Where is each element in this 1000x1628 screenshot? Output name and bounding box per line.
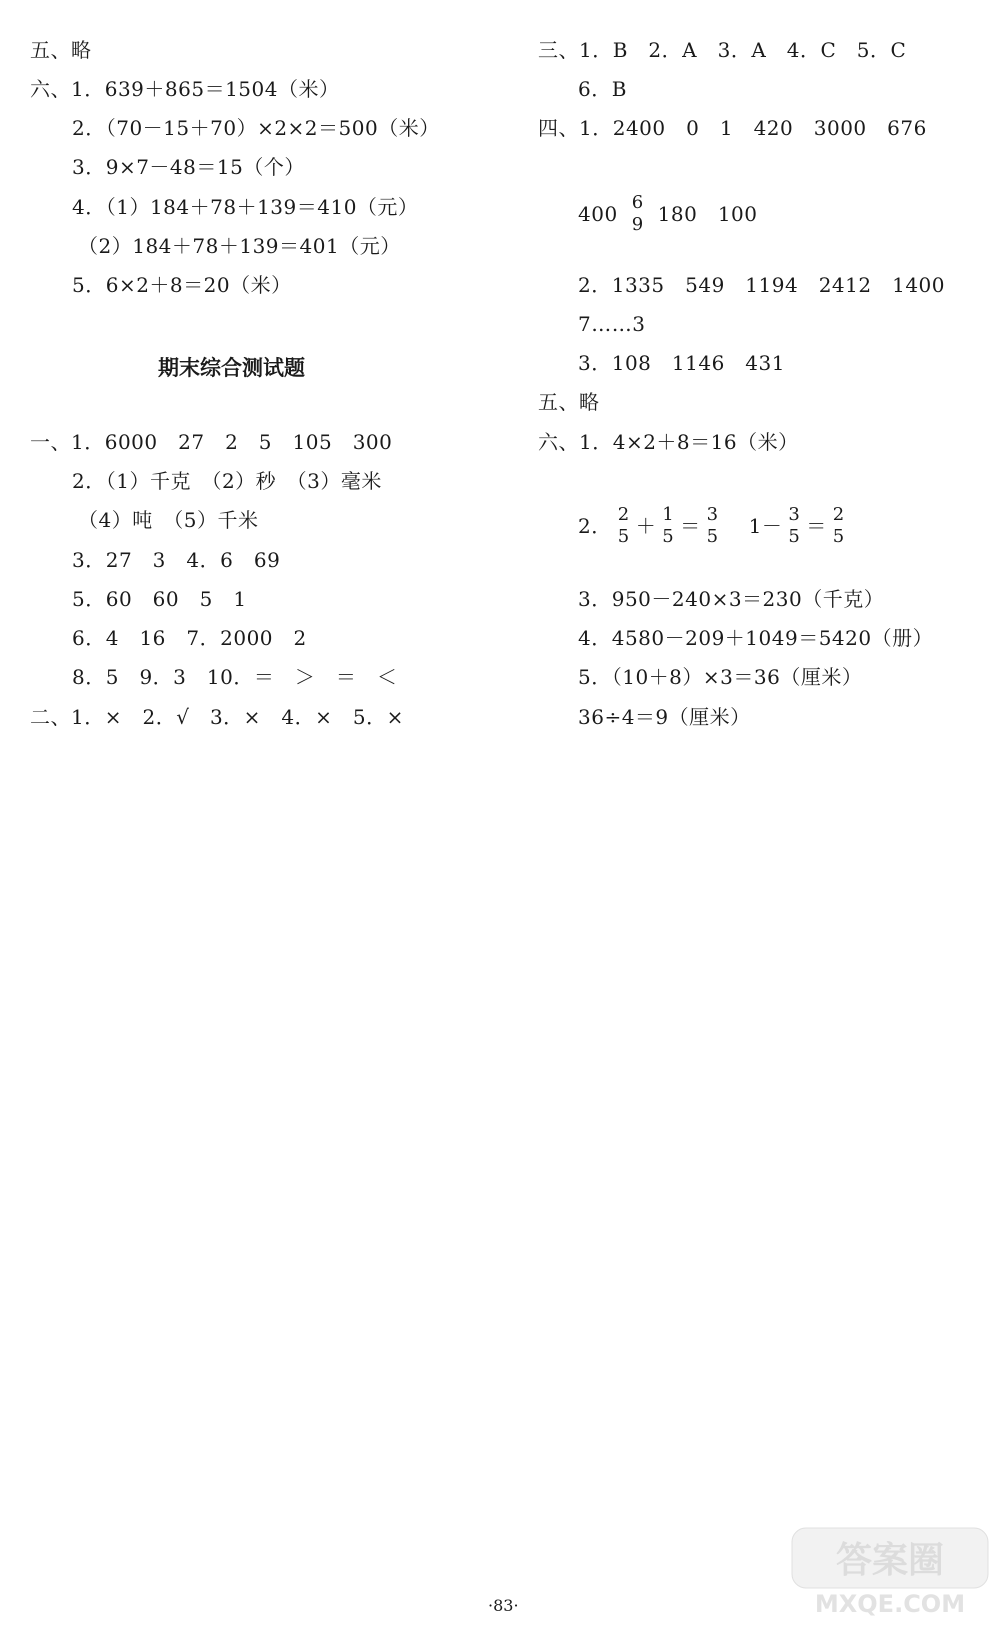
- fraction-2-5-b: [833, 504, 845, 548]
- item-label: 2．: [578, 514, 612, 538]
- right-line-14: 36÷4＝9（厘米）: [578, 705, 751, 729]
- fraction-1-5: [662, 504, 674, 548]
- right-line-13: 5．（10＋8）×3＝36（厘米）: [578, 665, 863, 689]
- right-line-8: 五、略: [538, 390, 600, 414]
- watermark-top: 答案圈: [835, 1540, 945, 1581]
- section-title: 期末综合测试题: [158, 356, 305, 380]
- right-line-2: 6．B: [578, 77, 627, 101]
- fraction-numerator: 2: [617, 504, 630, 525]
- answer-400: 400: [578, 202, 618, 226]
- fraction-3-5-b: [788, 504, 800, 548]
- right-line-9: 六、1．4×2＋8＝16（米）: [538, 430, 799, 454]
- left-line-12: 5．60 60 5 1: [72, 587, 247, 611]
- fraction-denominator: 5: [662, 526, 675, 547]
- left-line-9: 2．（1）千克 （2）秒 （3）毫米: [72, 469, 382, 493]
- equals-sign: ＝: [680, 514, 701, 538]
- fraction-denominator: 5: [788, 526, 801, 547]
- left-line-1: 五、略: [30, 38, 92, 62]
- right-line-10: [578, 498, 851, 554]
- fraction-denominator: 9: [631, 214, 644, 235]
- left-line-15: 二、1．× 2．√ 3．× 4．× 5．×: [30, 705, 404, 729]
- left-line-13: 6．4 16 7．2000 2: [72, 626, 307, 650]
- right-line-4: [578, 186, 758, 242]
- plus-sign: ＋: [635, 514, 657, 538]
- fraction-denominator: 5: [706, 526, 719, 547]
- fraction-numerator: 3: [706, 504, 719, 525]
- fraction-numerator: 6: [631, 192, 644, 213]
- right-line-12: 4．4580－209＋1049＝5420（册）: [578, 626, 934, 650]
- fraction-denominator: 5: [832, 526, 845, 547]
- fraction-6-9: [632, 192, 644, 236]
- left-line-4: 3．9×7－48＝15（个）: [72, 155, 305, 179]
- fraction-numerator: 2: [832, 504, 845, 525]
- left-line-5: 4．（1）184＋78＋139＝410（元）: [72, 195, 419, 219]
- fraction-2-5: [618, 504, 630, 548]
- watermark-bottom: MXQE.COM: [814, 1590, 966, 1618]
- right-line-6: 7……3: [578, 312, 646, 336]
- left-line-7: 5．6×2＋8＝20（米）: [72, 273, 292, 297]
- fraction-numerator: 1: [662, 504, 675, 525]
- fraction-numerator: 3: [788, 504, 801, 525]
- left-line-2: 六、1．639＋865＝1504（米）: [30, 77, 340, 101]
- left-line-3: 2．（70－15＋70）×2×2＝500（米）: [72, 116, 440, 140]
- page-number: ·83·: [488, 1596, 519, 1615]
- right-line-1: 三、1．B 2．A 3．A 4．C 5．C: [538, 38, 907, 62]
- fraction-3-5: [707, 504, 719, 548]
- right-line-11: 3．950－240×3＝230（千克）: [578, 587, 885, 611]
- answer-180-100: 180 100: [657, 202, 758, 226]
- one-minus: 1－: [748, 514, 783, 538]
- left-line-14: 8．5 9．3 10．＝ ＞ ＝ ＜: [72, 665, 398, 689]
- left-line-10: （4）吨 （5）千米: [78, 508, 259, 532]
- left-line-11: 3．27 3 4．6 69: [72, 548, 281, 572]
- equals-sign: ＝: [806, 514, 827, 538]
- fraction-denominator: 5: [617, 526, 630, 547]
- left-line-8: 一、1．6000 27 2 5 105 300: [30, 430, 393, 454]
- left-line-6: （2）184＋78＋139＝401（元）: [78, 234, 401, 258]
- right-line-5: 2．1335 549 1194 2412 1400: [578, 273, 945, 297]
- right-line-3: 四、1．2400 0 1 420 3000 676: [538, 116, 927, 140]
- watermark-logo: [790, 1520, 990, 1620]
- right-line-7: 3．108 1146 431: [578, 351, 785, 375]
